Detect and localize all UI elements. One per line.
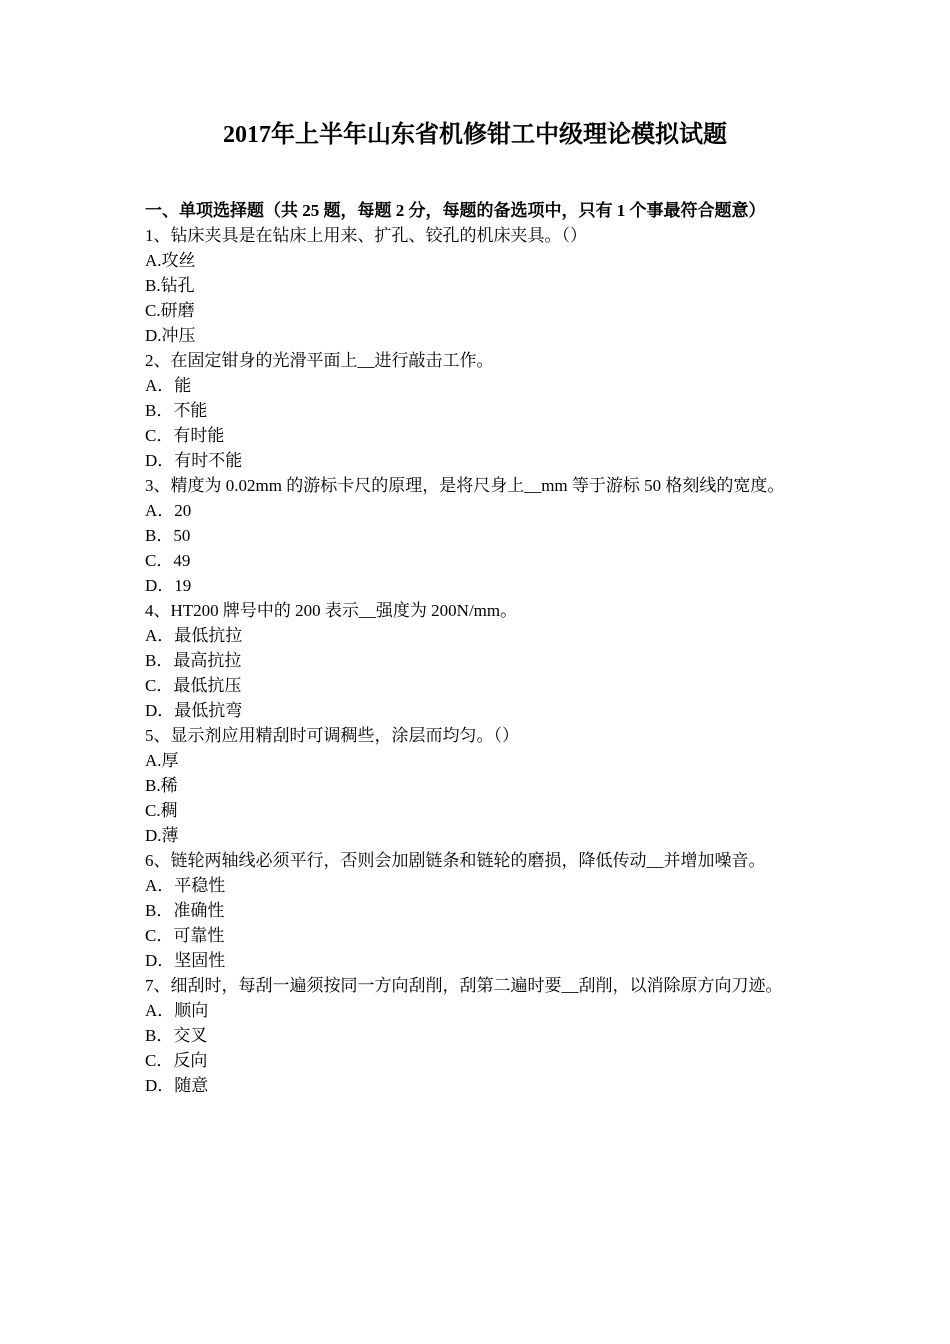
question-item	[145, 598, 810, 723]
section-heading: 一、单项选择题（共 25 题，每题 2 分，每题的备选项中，只有 1 个事最符合题意）	[145, 201, 766, 220]
answer-option: B．交叉	[145, 1026, 208, 1045]
answer-option: D.薄	[145, 826, 179, 845]
answer-option: C.研磨	[145, 301, 195, 320]
question-item	[145, 723, 810, 848]
answer-option: A．最低抗拉	[145, 626, 243, 645]
answer-option: D．19	[145, 576, 192, 595]
answer-option: B.稀	[145, 776, 178, 795]
answer-option: C．49	[145, 551, 191, 570]
question-text: 1、钻床夹具是在钻床上用来、扩孔、铰孔的机床夹具。（）	[145, 226, 587, 245]
answer-option: D．有时不能	[145, 451, 243, 470]
answer-option: D.冲压	[145, 326, 196, 345]
answer-option: A．20	[145, 501, 192, 520]
answer-option: C．有时能	[145, 426, 225, 445]
answer-option: D．随意	[145, 1076, 209, 1095]
question-text: 7、细刮时，每刮一遍须按同一方向刮削，刮第二遍时要__刮削，以消除原方向刀迹。	[145, 976, 783, 995]
answer-option: B．最高抗拉	[145, 651, 242, 670]
question-item	[145, 348, 810, 473]
question-text: 5、显示剂应用精刮时可调稠些，涂层而均匀。（）	[145, 726, 519, 745]
document-body	[145, 198, 810, 1098]
answer-option: D．最低抗弯	[145, 701, 243, 720]
answer-option: C.稠	[145, 801, 178, 820]
question-list	[145, 223, 810, 1098]
answer-option: B．50	[145, 526, 191, 545]
answer-option: C．最低抗压	[145, 676, 242, 695]
question-item	[145, 223, 810, 348]
question-item	[145, 848, 810, 973]
question-text: 3、精度为 0.02mm 的游标卡尺的原理，是将尺身上__mm 等于游标 50 格刻线的宽度。	[145, 476, 785, 495]
question-item	[145, 473, 810, 598]
page-title: 2017年上半年山东省机修钳工中级理论模拟试题	[223, 122, 727, 148]
answer-option: B．不能	[145, 401, 208, 420]
answer-option: A.厚	[145, 751, 179, 770]
answer-option: C．可靠性	[145, 926, 225, 945]
answer-option: A．顺向	[145, 1001, 209, 1020]
question-text: 4、HT200 牌号中的 200 表示__强度为 200N/mm。	[145, 601, 518, 620]
answer-option: A.攻丝	[145, 251, 196, 270]
question-text: 2、在固定钳身的光滑平面上__进行敲击工作。	[145, 351, 494, 370]
answer-option: A．能	[145, 376, 192, 395]
answer-option: B．准确性	[145, 901, 225, 920]
answer-option: A．平稳性	[145, 876, 226, 895]
question-item	[145, 973, 810, 1098]
answer-option: C．反向	[145, 1051, 208, 1070]
question-text: 6、链轮两轴线必须平行，否则会加剧链条和链轮的磨损，降低传动__并增加噪音。	[145, 851, 766, 870]
answer-option: B.钻孔	[145, 276, 195, 295]
answer-option: D．坚固性	[145, 951, 226, 970]
